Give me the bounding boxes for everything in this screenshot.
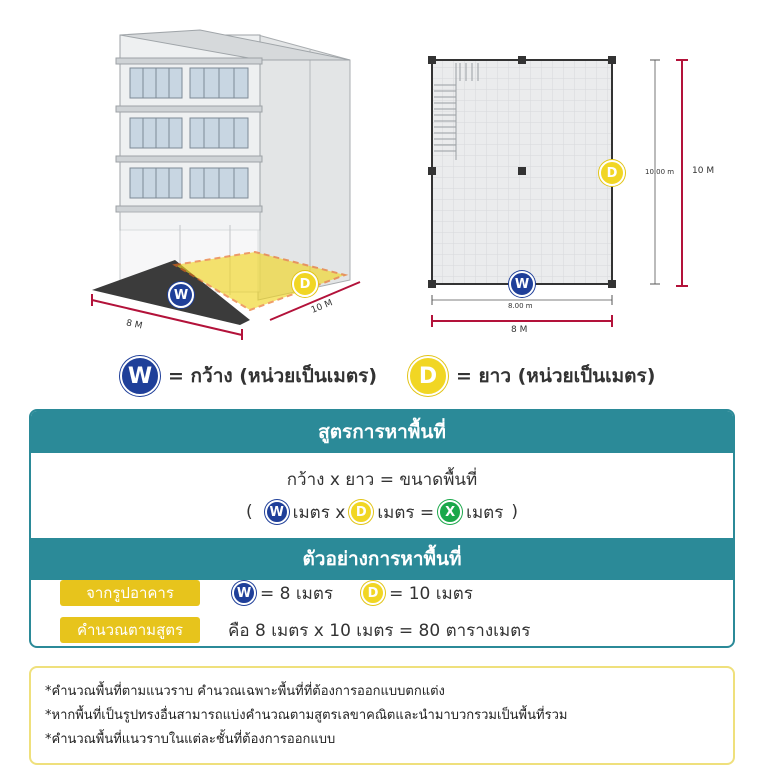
- example-title: ตัวอย่างการหาพื้นที่: [31, 538, 733, 580]
- building-d-marker: D: [292, 271, 318, 297]
- formula-x-icon: X: [438, 500, 462, 524]
- building-length-label: 10 M: [309, 298, 335, 316]
- plan-d-marker: D: [599, 160, 625, 186]
- legend-length: [408, 356, 655, 396]
- formula-w-unit: เมตร x: [292, 502, 346, 523]
- plan-inner-width: 8.00 m: [508, 302, 533, 310]
- building-illustration: [80, 20, 380, 340]
- formula-w-icon: W: [265, 500, 289, 524]
- example-values-row: [228, 580, 473, 606]
- floor-plan: [420, 45, 730, 335]
- formula-open-paren: (: [246, 502, 253, 522]
- w-icon: W: [120, 356, 160, 396]
- formula-close-paren: ): [511, 502, 518, 522]
- formula-line-2: [31, 497, 733, 527]
- d-icon: D: [408, 356, 448, 396]
- note-line-2: *หากพื้นที่เป็นรูปทรงอื่นสามารถแบ่งคำนวณตามสูตรเลขาคณิตและนำมาบวกรวมเป็นพื้นที่รวม: [45, 708, 568, 723]
- formula-d-icon: D: [349, 500, 373, 524]
- plan-length-label: 10 M: [692, 166, 715, 176]
- formula-panel: [29, 409, 735, 648]
- plan-inner-length: 10.00 m: [645, 168, 675, 176]
- note-line-1: *คำนวณพื้นที่ตามแนวราบ คำนวณเฉพาะพื้นที่ที่ต้องการออกแบบตกแต่ง: [45, 684, 445, 699]
- building-w-marker: W: [168, 282, 194, 308]
- plan-w-marker: W: [509, 271, 535, 297]
- example-w-icon: W: [232, 581, 256, 605]
- note-line-3: *คำนวณพื้นที่แนวราบในแต่ละชั้นที่ต้องการออกแบบ: [45, 732, 336, 747]
- legend-length-text: = ยาว (หน่วยเป็นเมตร): [456, 365, 656, 387]
- formula-x-unit: เมตร: [466, 502, 504, 523]
- formula-d-unit: เมตร =: [377, 502, 435, 523]
- building-width-label: 8 M: [125, 318, 144, 332]
- example-w-value: = 8 เมตร: [260, 583, 334, 604]
- formula-title: สูตรการหาพื้นที่: [31, 411, 733, 453]
- notes-panel: [29, 666, 735, 765]
- example-calculation: คือ 8 เมตร x 10 เมตร = 80 ตารางเมตร: [228, 620, 531, 641]
- formula-text: กว้าง x ยาว = ขนาดพื้นที่: [286, 469, 478, 490]
- plan-width-label: 8 M: [511, 325, 528, 335]
- legend-width: [120, 356, 377, 396]
- example-formula-label: คำนวณตามสูตร: [60, 617, 200, 643]
- example-d-icon: D: [361, 581, 385, 605]
- legend-width-text: = กว้าง (หน่วยเป็นเมตร): [168, 365, 378, 387]
- example-d-value: = 10 เมตร: [389, 583, 473, 604]
- example-from-building-label: จากรูปอาคาร: [60, 580, 200, 606]
- formula-line-1: [31, 467, 733, 491]
